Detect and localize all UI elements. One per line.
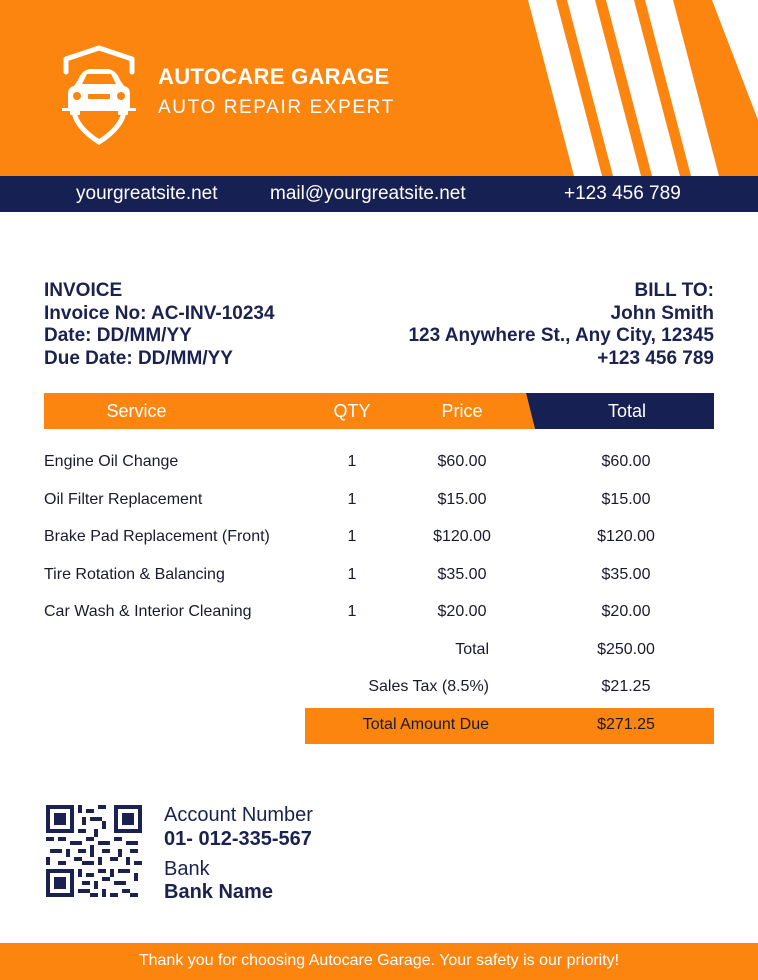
row-price: $20.00 [437,603,487,620]
car-shield-icon [60,44,138,146]
brand-name: AUTOCARE GARAGE [158,64,390,89]
header-qty: QTY [333,401,371,421]
bill-to-phone: +123 456 789 [597,347,714,369]
row-total: $20.00 [601,603,651,620]
bill-to-heading: BILL TO: [634,280,714,301]
header-total: Total [607,401,647,421]
summary-total-label: Total [455,641,489,658]
row-qty: 1 [347,491,357,508]
header-service: Service [106,401,167,421]
invoice-due-date: Due Date: DD/MM/YY [44,347,233,369]
bill-to-name: John Smith [610,302,714,324]
table-row [44,528,714,552]
row-service: Oil Filter Replacement [44,491,203,508]
row-price: $120.00 [433,528,491,545]
phone-number: +123 456 789 [564,183,681,204]
row-price: $15.00 [437,491,487,508]
invoice-heading: INVOICE [44,280,123,301]
account-number-value: 01- 012-335-567 [164,828,312,850]
summary-tax-label: Sales Tax (8.5%) [368,678,489,695]
summary-total-value: $250.00 [597,641,655,658]
header-banner [0,0,758,176]
table-row [44,453,714,477]
contact-bar [0,176,758,212]
qr-code-icon [46,805,142,901]
table-row [44,603,714,627]
row-service: Car Wash & Interior Cleaning [44,603,252,620]
row-service: Brake Pad Replacement (Front) [44,528,270,545]
row-total: $120.00 [597,528,655,545]
brand-tagline: AUTO REPAIR EXPERT [158,97,395,118]
table-header [44,393,714,429]
header-price: Price [441,401,483,421]
invoice-date: Date: DD/MM/YY [44,325,192,346]
row-qty: 1 [347,453,357,470]
row-service: Tire Rotation & Balancing [44,566,225,583]
row-total: $15.00 [601,491,651,508]
footer-bar [0,943,758,980]
row-price: $60.00 [437,453,487,470]
row-total: $60.00 [601,453,651,470]
footer-message: Thank you for choosing Autocare Garage. Your safety is our priority! [138,952,620,969]
row-price: $35.00 [437,566,487,583]
invoice-info [44,280,275,370]
row-qty: 1 [347,603,357,620]
email-link[interactable]: mail@yourgreatsite.net [270,183,466,204]
total-due-label: Total Amount Due [362,716,489,733]
invoice-number: Invoice No: AC-INV-10234 [44,302,275,324]
summary-tax-value: $21.25 [601,678,651,695]
row-qty: 1 [347,528,357,545]
bank-label: Bank [164,858,210,880]
bill-to [408,280,714,370]
table-row [44,491,714,515]
total-due-value: $271.25 [597,716,655,733]
table-row [44,566,714,590]
row-service: Engine Oil Change [44,453,179,470]
row-qty: 1 [347,566,357,583]
account-number-label: Account Number [164,804,313,826]
bill-to-address: 123 Anywhere St., Any City, 12345 [408,325,714,346]
bank-name-value: Bank Name [164,881,273,903]
website-link[interactable]: yourgreatsite.net [76,183,218,204]
row-total: $35.00 [601,566,651,583]
